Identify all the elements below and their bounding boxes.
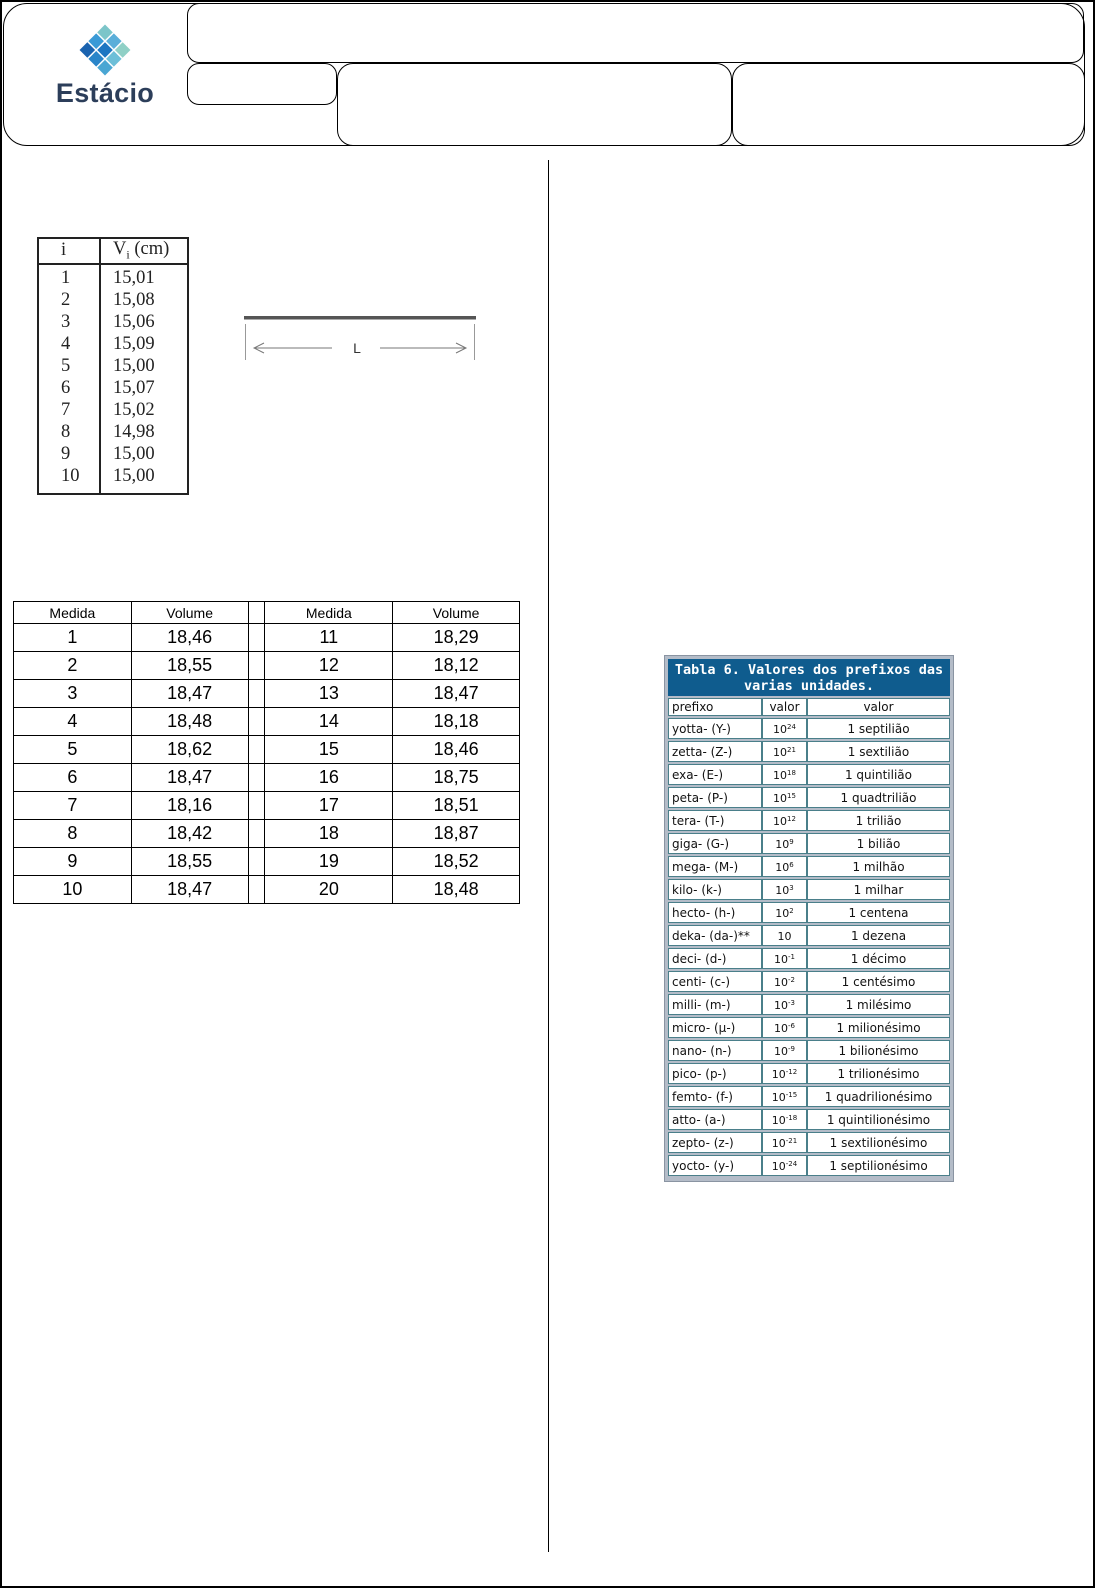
volume-cell: 18,47 [131, 680, 248, 708]
volume-cell: 18,75 [393, 764, 520, 792]
power-exponent: -3 [788, 999, 795, 1007]
table-row [38, 289, 188, 311]
medida-cell: 6 [14, 764, 132, 792]
index-cell: 6 [38, 377, 100, 399]
power-exponent: 2 [789, 907, 794, 915]
table-row [668, 856, 950, 877]
logo [50, 22, 160, 112]
table-row [668, 1063, 950, 1084]
power-base: 10 [771, 1160, 786, 1173]
estacio-logo-icon [76, 22, 134, 78]
prefix-cell: mega- (M-) [668, 856, 762, 877]
spacer-cell [248, 652, 265, 680]
prefix-cell: yocto- (y-) [668, 1155, 762, 1176]
prefix-cell: hecto- (h-) [668, 902, 762, 923]
logo-text: Estácio [55, 78, 155, 108]
medida-cell: 4 [14, 708, 132, 736]
power-base: 10 [777, 930, 792, 943]
power-cell [762, 833, 807, 854]
index-cell: 5 [38, 355, 100, 377]
table-row [668, 810, 950, 831]
power-exponent: 18 [787, 769, 796, 777]
table-row [14, 680, 520, 708]
table-row [14, 848, 520, 876]
prefix-values-table [664, 655, 954, 1182]
power-base: 10 [775, 838, 790, 851]
header-medida-2: Medida [265, 602, 393, 624]
name-cell: 1 septilionésimo [807, 1155, 950, 1176]
index-cell: 8 [38, 421, 100, 443]
header-right-field [732, 63, 1085, 146]
power-cell [762, 1017, 807, 1038]
header-medida-1: Medida [14, 602, 132, 624]
medida-cell: 10 [14, 876, 132, 904]
power-base: 10 [773, 723, 788, 736]
power-exponent: -6 [788, 1022, 795, 1030]
header-middle-field [337, 63, 732, 146]
volume-cell: 18,12 [393, 652, 520, 680]
power-exponent: 24 [787, 723, 796, 731]
table-row [668, 833, 950, 854]
volume-cell: 18,52 [393, 848, 520, 876]
name-cell: 1 sextilião [807, 741, 950, 762]
power-cell [762, 1040, 807, 1061]
medida-cell: 9 [14, 848, 132, 876]
name-cell: 1 milhão [807, 856, 950, 877]
table-row [668, 1040, 950, 1061]
medida-cell: 18 [265, 820, 393, 848]
name-cell: 1 quintilionésimo [807, 1109, 950, 1130]
table-row [14, 624, 520, 652]
prefix-cell: deci- (d-) [668, 948, 762, 969]
prefix-table-title [668, 659, 950, 696]
volume-cell: 18,55 [131, 848, 248, 876]
prefix-table-body [668, 696, 950, 1178]
spacer-cell [248, 680, 265, 708]
power-exponent: -12 [785, 1068, 798, 1076]
spacer-column [248, 602, 265, 624]
table-row [668, 925, 950, 946]
power-base: 10 [774, 1022, 788, 1035]
power-exponent: -15 [785, 1091, 798, 1099]
spacer-cell [248, 848, 265, 876]
prefix-cell: milli- (m-) [668, 994, 762, 1015]
value-cell: 15,00 [113, 443, 155, 464]
power-exponent: 21 [787, 746, 796, 754]
power-base: 10 [774, 953, 788, 966]
power-exponent: -24 [785, 1160, 798, 1168]
header-v-subscript: i [126, 247, 130, 262]
power-base: 10 [771, 1068, 786, 1081]
volume-cell: 18,47 [131, 764, 248, 792]
volume-cell: 18,51 [393, 792, 520, 820]
index-cell: 4 [38, 333, 100, 355]
prefix-table-title-line2: varias unidades. [743, 678, 875, 694]
power-base: 10 [771, 1114, 786, 1127]
name-cell: 1 centésimo [807, 971, 950, 992]
medida-cell: 15 [265, 736, 393, 764]
value-cell: 15,00 [113, 355, 155, 376]
header-i: i [38, 238, 100, 264]
medida-cell: 8 [14, 820, 132, 848]
value-cell: 15,01 [113, 267, 155, 288]
header-unit: (cm) [129, 239, 170, 259]
index-cell: 9 [38, 443, 100, 465]
volume-cell: 18,46 [393, 736, 520, 764]
power-cell [762, 1086, 807, 1107]
power-exponent: 6 [789, 861, 794, 869]
spacer-cell [248, 736, 265, 764]
prefix-cell: peta- (P-) [668, 787, 762, 808]
power-exponent: -18 [785, 1114, 798, 1122]
power-base: 10 [771, 1091, 786, 1104]
table-row [38, 465, 188, 494]
value-cell: 15,07 [113, 377, 155, 398]
medida-cell: 19 [265, 848, 393, 876]
power-cell [762, 810, 807, 831]
table-row [38, 311, 188, 333]
header-vi [100, 238, 188, 264]
power-base: 10 [773, 769, 788, 782]
spacer-cell [248, 792, 265, 820]
power-base: 10 [774, 1045, 788, 1058]
table-header-row [14, 602, 520, 624]
medida-cell: 2 [14, 652, 132, 680]
table-row [668, 718, 950, 739]
index-cell: 10 [38, 465, 100, 494]
power-cell [762, 787, 807, 808]
medida-cell: 14 [265, 708, 393, 736]
header-prefixo: prefixo [668, 698, 762, 716]
power-base: 10 [774, 976, 788, 989]
header-small-field [187, 63, 337, 105]
medida-cell: 20 [265, 876, 393, 904]
header-title-field [187, 3, 1084, 63]
prefix-cell: zetta- (Z-) [668, 741, 762, 762]
power-exponent: 9 [789, 838, 794, 846]
power-cell [762, 856, 807, 877]
power-cell [762, 741, 807, 762]
medida-cell: 11 [265, 624, 393, 652]
table-row [668, 1155, 950, 1176]
medida-cell: 17 [265, 792, 393, 820]
volume-cell: 18,48 [131, 708, 248, 736]
volume-cell: 18,48 [393, 876, 520, 904]
column-divider [548, 160, 549, 1552]
volume-cell: 18,87 [393, 820, 520, 848]
prefix-cell: tera- (T-) [668, 810, 762, 831]
table-row [14, 792, 520, 820]
power-exponent: -9 [788, 1045, 795, 1053]
volume-cell: 18,16 [131, 792, 248, 820]
header-v-letter: V [113, 239, 127, 259]
power-cell [762, 948, 807, 969]
measurements-table-vi [37, 237, 189, 495]
header-valor-power: valor [762, 698, 807, 716]
rod-bar [244, 316, 476, 320]
volume-cell: 18,47 [393, 680, 520, 708]
value-cell: 15,09 [113, 333, 155, 354]
name-cell: 1 quadrilionésimo [807, 1086, 950, 1107]
name-cell: 1 milésimo [807, 994, 950, 1015]
power-cell [762, 902, 807, 923]
power-cell [762, 1063, 807, 1084]
prefix-cell: exa- (E-) [668, 764, 762, 785]
index-cell: 2 [38, 289, 100, 311]
prefix-cell: micro- (µ-) [668, 1017, 762, 1038]
medida-cell: 16 [265, 764, 393, 792]
power-cell [762, 879, 807, 900]
name-cell: 1 milhar [807, 879, 950, 900]
prefix-cell: pico- (p-) [668, 1063, 762, 1084]
name-cell: 1 centena [807, 902, 950, 923]
medida-cell: 3 [14, 680, 132, 708]
table-row [14, 652, 520, 680]
header-volume-2: Volume [393, 602, 520, 624]
power-base: 10 [773, 815, 788, 828]
name-cell: 1 dezena [807, 925, 950, 946]
power-base: 10 [775, 861, 790, 874]
power-base: 10 [775, 884, 790, 897]
power-base: 10 [774, 999, 788, 1012]
power-base: 10 [771, 1137, 786, 1150]
medida-cell: 7 [14, 792, 132, 820]
medida-cell: 13 [265, 680, 393, 708]
table-row [668, 948, 950, 969]
table-row [14, 764, 520, 792]
table-row [14, 708, 520, 736]
table-row [14, 736, 520, 764]
value-cell: 15,08 [113, 289, 155, 310]
name-cell: 1 bilionésimo [807, 1040, 950, 1061]
table-row [38, 421, 188, 443]
table-row [668, 879, 950, 900]
medida-cell: 12 [265, 652, 393, 680]
index-cell: 3 [38, 311, 100, 333]
volume-cell: 18,47 [131, 876, 248, 904]
spacer-cell [248, 820, 265, 848]
name-cell: 1 quadtrilião [807, 787, 950, 808]
power-cell [762, 1109, 807, 1130]
power-cell [762, 971, 807, 992]
table-row [668, 994, 950, 1015]
value-cell: 14,98 [113, 421, 155, 442]
name-cell: 1 trilionésimo [807, 1063, 950, 1084]
power-cell [762, 718, 807, 739]
index-cell: 1 [38, 264, 100, 289]
power-base: 10 [775, 907, 790, 920]
volume-cell: 18,29 [393, 624, 520, 652]
name-cell: 1 quintilião [807, 764, 950, 785]
volume-cell: 18,62 [131, 736, 248, 764]
name-cell: 1 sextilionésimo [807, 1132, 950, 1153]
prefix-cell: deka- (da-)** [668, 925, 762, 946]
volume-cell: 18,46 [131, 624, 248, 652]
prefix-cell: atto- (a-) [668, 1109, 762, 1130]
table-row [668, 902, 950, 923]
volume-cell: 18,18 [393, 708, 520, 736]
power-exponent: -2 [788, 976, 795, 984]
power-cell [762, 994, 807, 1015]
spacer-cell [248, 624, 265, 652]
table-header-row [38, 238, 188, 264]
name-cell: 1 septilião [807, 718, 950, 739]
power-cell [762, 764, 807, 785]
table-row [38, 264, 188, 289]
spacer-cell [248, 876, 265, 904]
power-exponent: 15 [787, 792, 796, 800]
power-exponent: 3 [789, 884, 794, 892]
prefix-cell: nano- (n-) [668, 1040, 762, 1061]
medida-cell: 1 [14, 624, 132, 652]
table-header-row [668, 698, 950, 716]
volume-measurements-table [13, 601, 520, 904]
prefix-cell: giga- (G-) [668, 833, 762, 854]
medida-cell: 5 [14, 736, 132, 764]
table-row [38, 333, 188, 355]
volume-cell: 18,55 [131, 652, 248, 680]
length-label: L [353, 340, 361, 356]
header-volume-1: Volume [131, 602, 248, 624]
power-cell [762, 1155, 807, 1176]
power-base: 10 [773, 792, 788, 805]
prefix-cell: centi- (c-) [668, 971, 762, 992]
table-row [668, 1109, 950, 1130]
header-valor-name: valor [807, 698, 950, 716]
table-row [38, 355, 188, 377]
table-row [668, 971, 950, 992]
name-cell: 1 milionésimo [807, 1017, 950, 1038]
value-cell: 15,02 [113, 399, 155, 420]
index-cell: 7 [38, 399, 100, 421]
power-exponent: -1 [788, 953, 795, 961]
table-row [38, 377, 188, 399]
value-cell: 15,06 [113, 311, 155, 332]
power-exponent: 12 [787, 815, 796, 823]
prefix-cell: zepto- (z-) [668, 1132, 762, 1153]
spacer-cell [248, 708, 265, 736]
power-cell [762, 925, 807, 946]
prefix-cell: yotta- (Y-) [668, 718, 762, 739]
table-row [38, 443, 188, 465]
power-base: 10 [773, 746, 788, 759]
table-row [668, 787, 950, 808]
table-row [668, 1132, 950, 1153]
table-row [668, 741, 950, 762]
rod-length-diagram [244, 312, 480, 364]
value-cell: 15,00 [113, 465, 155, 486]
table-row [668, 764, 950, 785]
table-row [668, 1086, 950, 1107]
table-row [668, 1017, 950, 1038]
table-row [38, 399, 188, 421]
name-cell: 1 décimo [807, 948, 950, 969]
prefix-cell: kilo- (k-) [668, 879, 762, 900]
prefix-cell: femto- (f-) [668, 1086, 762, 1107]
prefix-table-title-line1: Tabla 6. Valores dos prefixos das [674, 662, 944, 678]
volume-cell: 18,42 [131, 820, 248, 848]
power-cell [762, 1132, 807, 1153]
name-cell: 1 trilião [807, 810, 950, 831]
name-cell: 1 bilião [807, 833, 950, 854]
spacer-cell [248, 764, 265, 792]
table-row [14, 876, 520, 904]
power-exponent: -21 [785, 1137, 798, 1145]
table-row [14, 820, 520, 848]
